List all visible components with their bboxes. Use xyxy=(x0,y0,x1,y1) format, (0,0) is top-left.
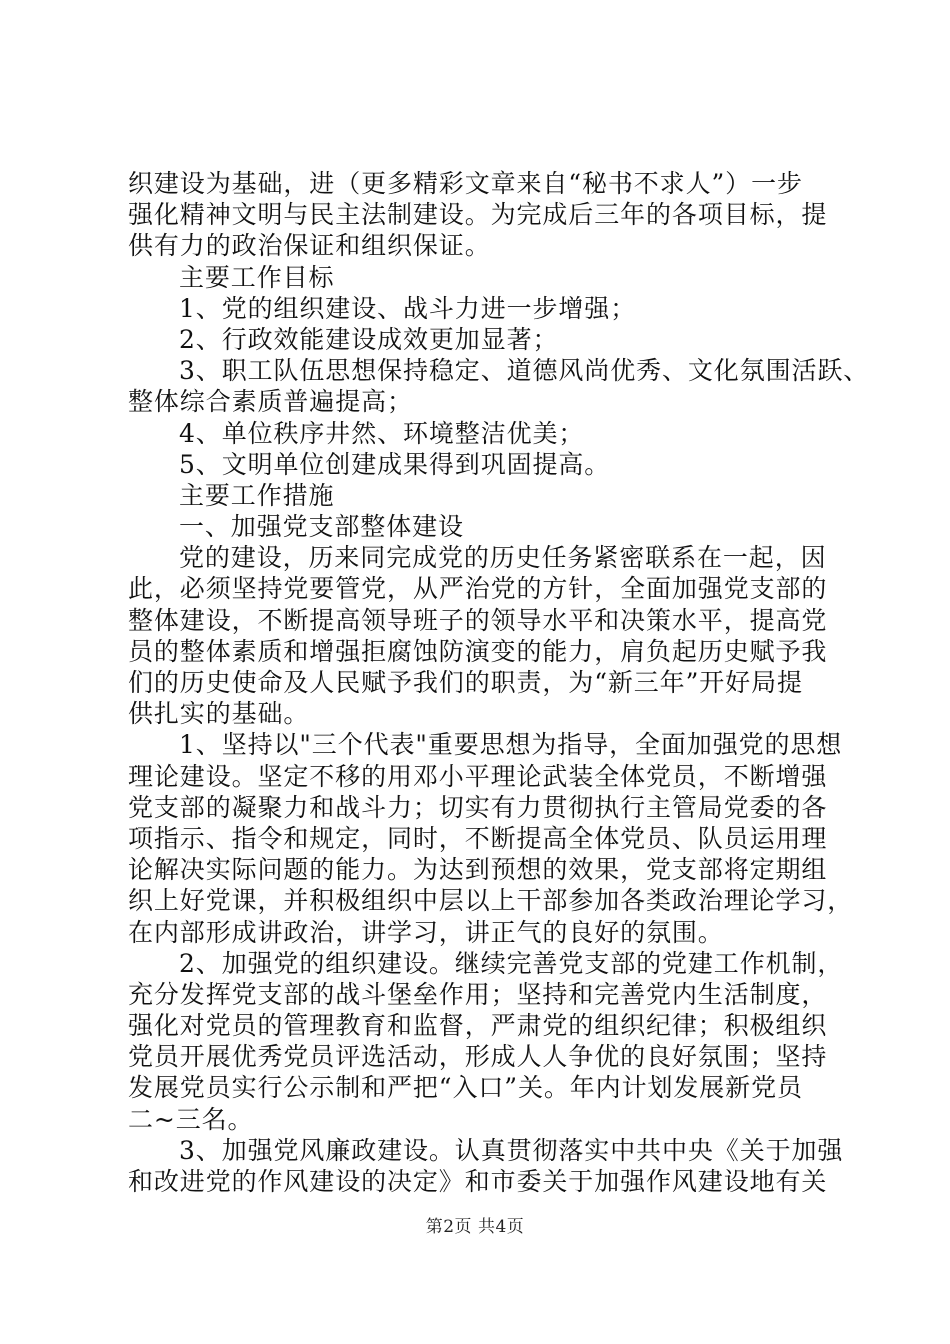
text-line: 党员开展优秀党员评选活动，形成人人争优的良好氛围；坚持 xyxy=(128,1042,828,1072)
text-line: 充分发挥党支部的战斗堡垒作用；坚持和完善党内生活制度， xyxy=(128,979,828,1009)
text-line: 们的历史使命及人民赋予我们的职责，为“新三年”开好局提 xyxy=(128,668,803,697)
text-line: 在内部形成讲政治，讲学习，讲正气的良好的氛围。 xyxy=(128,917,724,947)
paragraph-start: 党的建设，历来同完成党的历史任务紧密联系在一起，因 xyxy=(179,543,827,573)
paragraph-start: 1、坚持以"三个代表"重要思想为指导，全面加强党的思想 xyxy=(179,730,843,760)
text-line: 整体综合素质普遍提高； xyxy=(128,387,413,417)
text-line: 发展党员实行公示制和严把“入口”关。年内计划发展新党员 xyxy=(128,1073,803,1103)
text-line: 和改进党的作风建设的决定》和市委关于加强作风建设地有关 xyxy=(128,1167,828,1196)
section-heading: 主要工作措施 xyxy=(179,480,335,510)
text-line: 织上好党课，并积极组织中层以上干部参加各类政治理论学习， xyxy=(128,886,854,916)
text-line: 项指示、指令和规定，同时，不断提高全体党员、队员运用理 xyxy=(128,823,828,853)
list-item: 2、行政效能建设成效更加显著； xyxy=(179,324,559,354)
text-line: 员的整体素质和增强拒腐蚀防演变的能力，肩负起历史赋予我 xyxy=(128,636,828,666)
subsection-heading: 一、加强党支部整体建设 xyxy=(179,512,464,542)
list-item: 4、单位秩序井然、环境整洁优美； xyxy=(179,418,585,448)
list-item: 1、党的组织建设、战斗力进一步增强； xyxy=(179,293,637,323)
paragraph-start: 3、加强党风廉政建设。认真贯彻落实中共中央《关于加强 xyxy=(179,1135,844,1165)
text-line: 论解决实际问题的能力。为达到预想的效果，党支部将定期组 xyxy=(128,855,828,885)
text-line: 此，必须坚持党要管党，从严治党的方针，全面加强党支部的 xyxy=(128,574,828,604)
text-line: 二~三名。 xyxy=(128,1104,254,1134)
text-line: 理论建设。坚定不移的用邓小平理论武装全体党员，不断增强 xyxy=(128,761,828,791)
text-line: 供扎实的基础。 xyxy=(128,699,310,729)
text-line: 织建设为基础，进（更多精彩文章来自“秘书不求人”）一步 xyxy=(128,169,803,198)
section-heading: 主要工作目标 xyxy=(179,262,335,292)
text-line: 整体建设，不断提高领导班子的领导水平和决策水平，提高党 xyxy=(128,605,828,635)
text-line: 强化精神文明与民主法制建设。为完成后三年的各项目标，提 xyxy=(128,200,828,230)
paragraph-start: 2、加强党的组织建设。继续完善党支部的党建工作机制， xyxy=(179,948,844,978)
list-item: 5、文明单位创建成果得到巩固提高。 xyxy=(179,449,611,479)
page-footer: 第2页 共4页 xyxy=(425,1217,525,1237)
text-line: 供有力的政治保证和组织保证。 xyxy=(128,231,491,261)
text-line: 党支部的凝聚力和战斗力；切实有力贯彻执行主管局党委的各 xyxy=(128,792,828,822)
body-text xyxy=(128,168,870,1197)
list-item: 3、职工队伍思想保持稳定、道德风尚优秀、文化氛围活跃、 xyxy=(179,356,870,386)
text-line: 强化对党员的管理教育和监督，严肃党的组织纪律；积极组织 xyxy=(128,1011,828,1041)
